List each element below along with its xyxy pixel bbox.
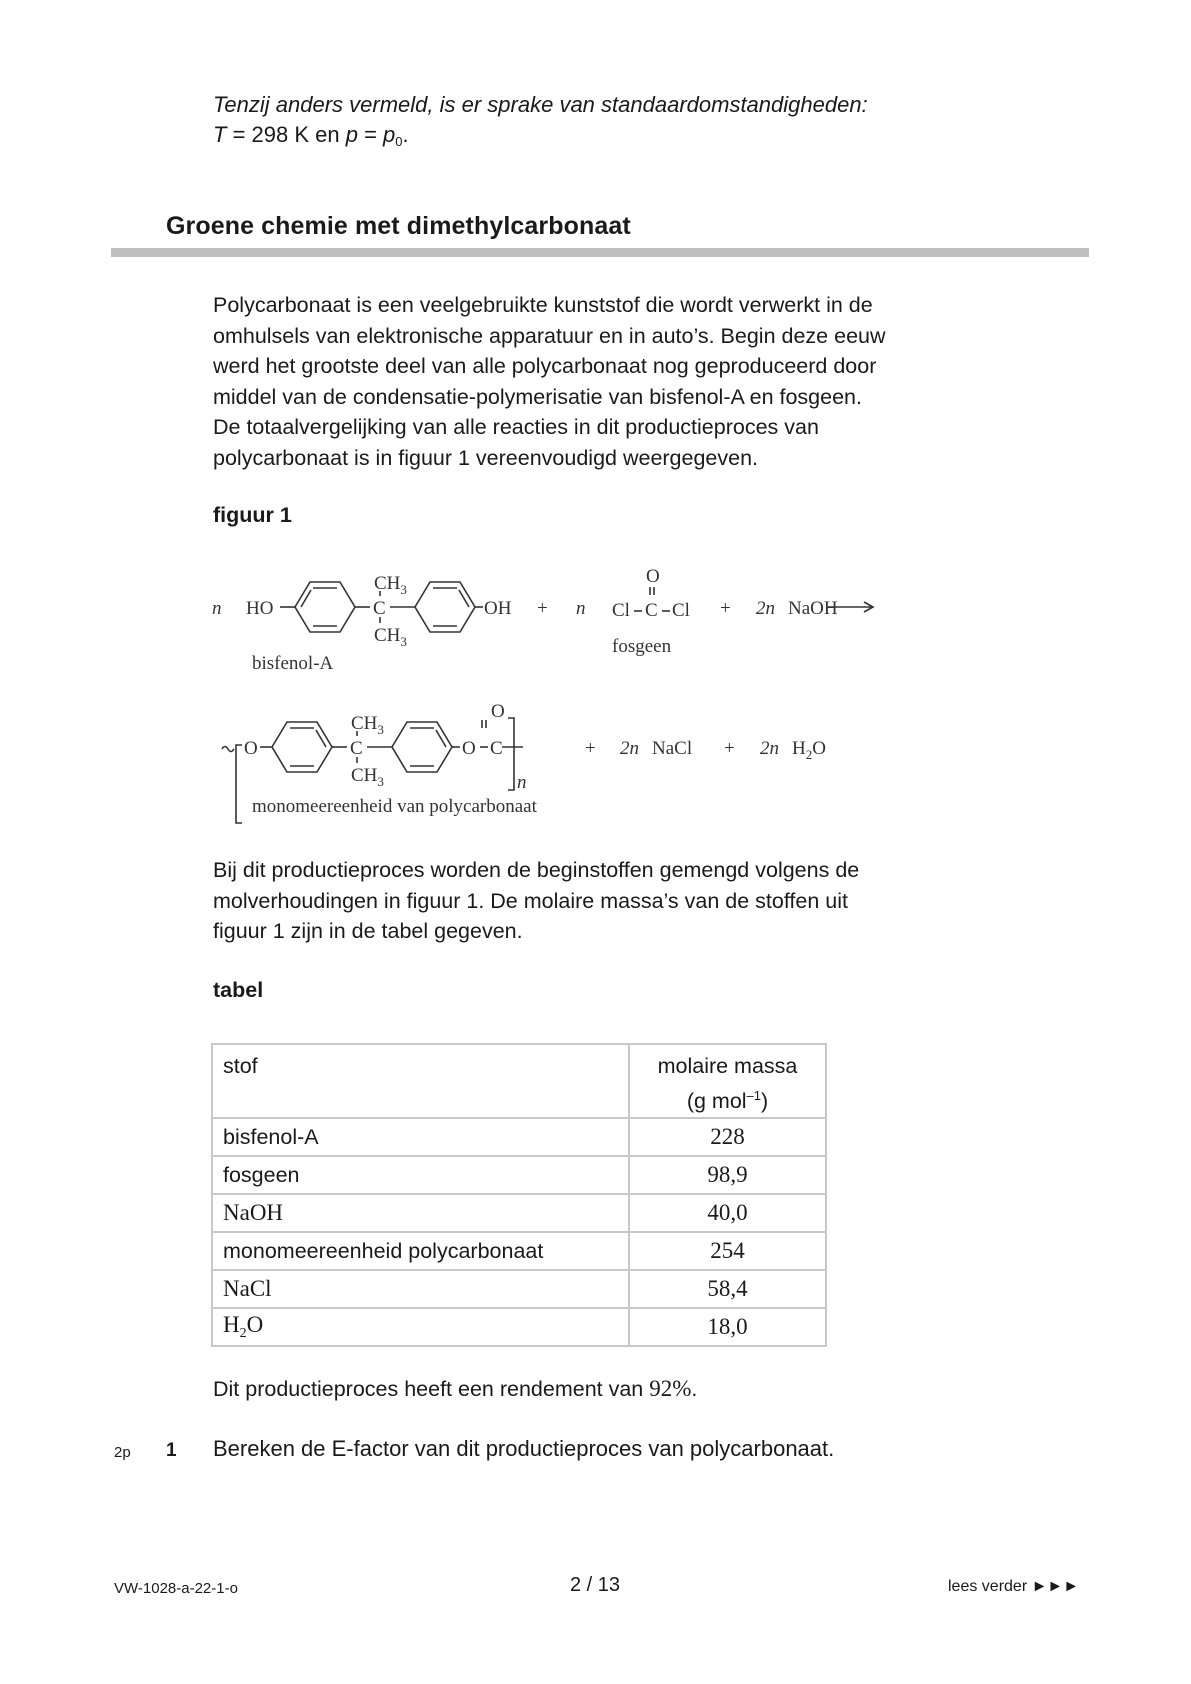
table-row: bisfenol-A 228 [212,1118,826,1156]
central-carbon: C [350,738,363,759]
benzene-ring-icon [295,582,355,632]
question-text: Bereken de E-factor van dit productieproces van polycarbonaat. [213,1436,835,1461]
header-molaire-massa: molaire massa (g mol$^{-1}$) [629,1044,826,1118]
benzene-ring-icon [392,722,452,772]
question-number: 1 [166,1440,177,1461]
reaction-equation-figure [200,555,960,835]
figure-label: figuur 1 [213,503,292,527]
benzene-ring-icon [272,722,332,772]
table-row: NaOH 40,0 [212,1194,826,1232]
exam-code: VW-1028-a-22-1-o [114,1580,238,1597]
table-row: NaCl 58,4 [212,1270,826,1308]
monomer-label: monomeereenheid van polycarbonaat [252,796,537,817]
hydroxyl-group: HO [246,598,274,619]
oxygen-atom: O [646,566,660,587]
coefficient-n: n [212,598,222,619]
fosgeen-label: fosgeen [612,636,672,657]
paragraph-line: werd het grootste deel van alle polycarbonaat nog geproduceerd door [213,354,877,378]
coefficient-2n: 2n [756,598,775,619]
carbonyl-carbon: C [645,600,658,621]
carbonyl-carbon: C [490,738,503,759]
mixing-paragraph [213,855,1093,947]
intro-line-1: Tenzij anders vermeld, is er sprake van standaardomstandigheden: [213,92,868,117]
naoh-formula: NaOH [788,598,838,619]
paragraph-line: De totaalvergelijking van alle reacties in dit productieproces van [213,415,819,439]
h2o-formula: $H_2O$ [792,738,826,762]
paragraph-line: omhulsels van elektronische apparatuur en in auto’s. Begin deze eeuw [213,323,886,348]
benzene-ring-icon [415,582,475,632]
plus-sign: + [720,598,731,619]
paragraph-line: Bij dit productieproces worden de beginstoffen gemengd volgens de [213,858,860,882]
chlorine-atom: Cl [612,600,630,621]
coefficient-2n: 2n [620,738,639,759]
oxygen-atom: O [491,701,505,722]
methyl-group: $CH_3$ [374,573,407,597]
section-divider [111,248,1089,257]
plus-sign: + [585,738,596,759]
header-stof: stof [212,1044,629,1118]
page-number: 2 / 13 [570,1574,621,1596]
central-carbon: C [373,598,386,619]
intro-line-2: T = 298 K en $p = p_0$. [213,122,409,149]
paragraph-line: Polycarbonaat is een veelgebruikte kunststof die wordt verwerkt in de [213,293,873,317]
plus-sign: + [724,738,735,759]
chlorine-atom: Cl [672,600,690,621]
plus-sign: + [537,598,548,619]
oxygen-atom: O [244,738,258,759]
paragraph-line: figuur 1 zijn in de tabel gegeven. [213,919,523,943]
table-row: $H_2O$ 18,0 [212,1308,826,1346]
yield-sentence: Dit productieproces heeft een rendement van 92%. [213,1376,698,1401]
oxygen-atom: O [462,738,476,759]
section-title: Groene chemie met dimethylcarbonaat [166,212,631,240]
table-row: monomeereenheid polycarbonaat 254 [212,1232,826,1270]
yield-value: 92% [649,1376,692,1401]
table-label: tabel [213,978,264,1002]
table-row: fosgeen 98,9 [212,1156,826,1194]
paragraph-line: molverhoudingen in figuur 1. De molaire massa’s van de stoffen uit [213,888,849,913]
standard-conditions-note [213,90,868,157]
bisfenol-label: bisfenol-A [252,653,334,674]
coefficient-n: n [576,598,586,619]
molar-mass-table [211,1043,827,1347]
methyl-group: $CH_3$ [351,713,384,737]
methyl-group: $CH_3$ [351,765,384,789]
question-points: 2p [114,1444,131,1461]
intro-paragraph [213,290,1093,473]
nacl-formula: NaCl [652,738,693,759]
repeat-count-n: n [517,772,527,793]
hydroxyl-group: OH [484,598,512,619]
continue-indicator: lees verder ►►► [948,1578,1080,1595]
paragraph-line: middel van de condensatie-polymerisatie van bisfenol-A en fosgeen. [213,384,862,409]
methyl-group: $CH_3$ [374,625,407,649]
paragraph-line: polycarbonaat is in figuur 1 vereenvoudigd weergegeven. [213,445,759,470]
table-header-row [212,1044,826,1118]
coefficient-2n: 2n [760,738,779,759]
